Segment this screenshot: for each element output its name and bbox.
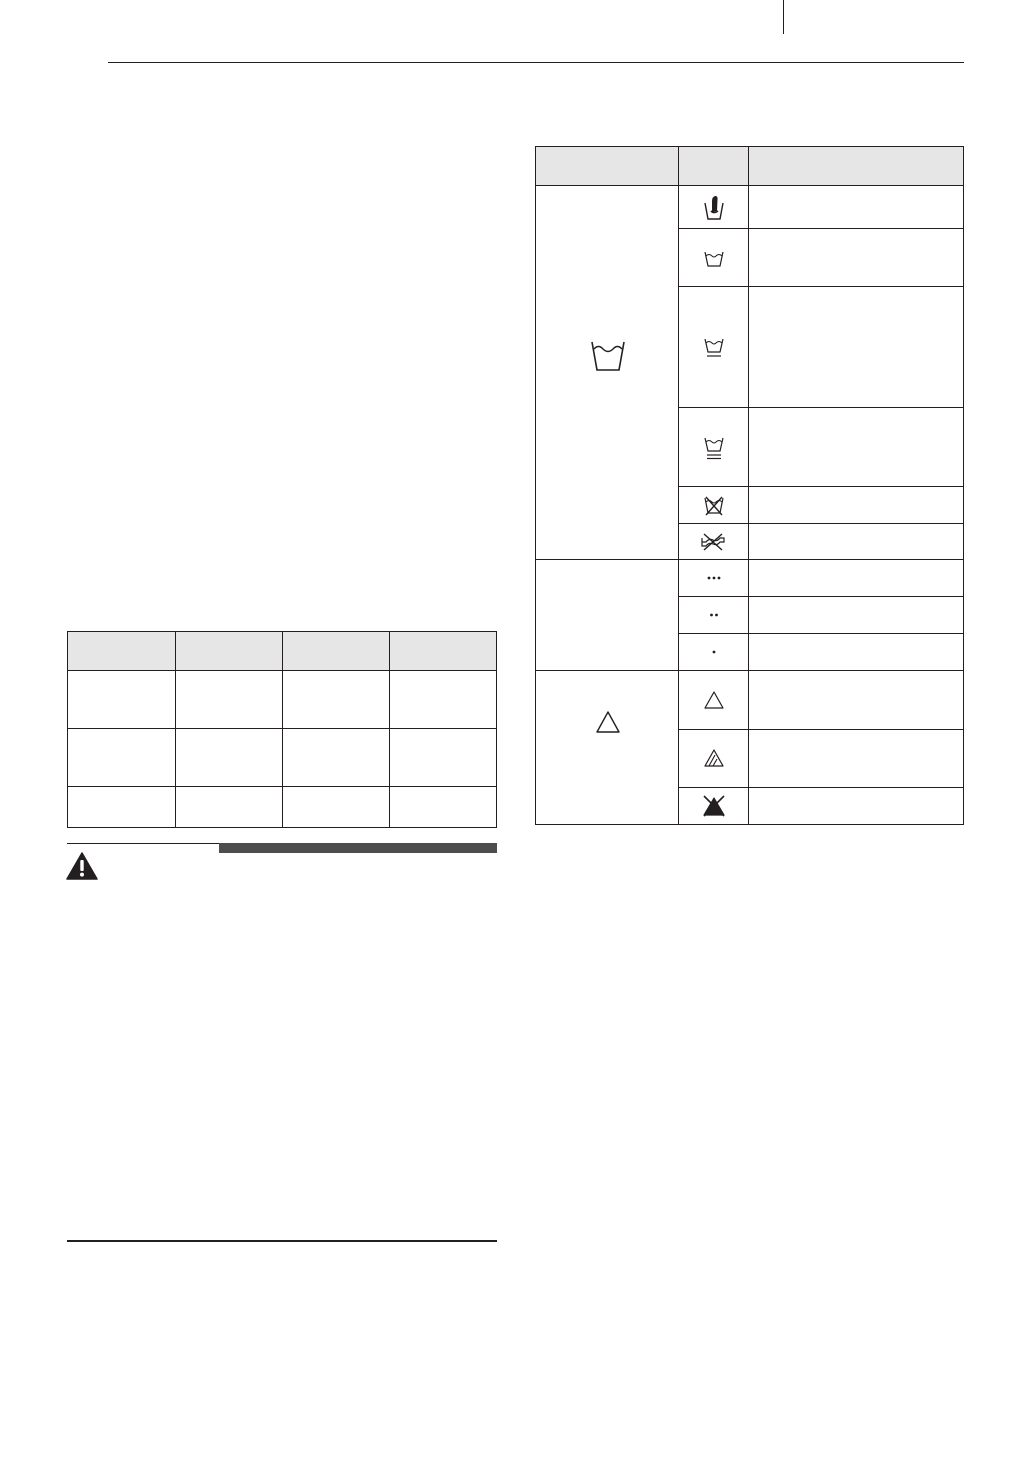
care-row-divider [679,787,963,788]
care-symbol-table [535,146,964,825]
care-group-divider [536,670,963,671]
three-dots-icon [706,575,722,581]
care-row-divider [679,407,963,408]
care-row-divider [679,729,963,730]
wash-tub-icon [590,338,626,372]
spec-col-divider [175,632,176,827]
bleach-non-chlorine-icon [704,748,724,768]
wash-tub-one-bar-icon [704,337,724,358]
two-dots-icon [708,612,720,618]
page-edge-rule [783,0,784,34]
spec-col-divider [389,632,390,827]
do-not-wring-icon [699,533,727,551]
warning-triangle-icon [66,852,98,880]
caution-bar [219,843,497,853]
care-row-divider [679,523,963,524]
care-group-divider [536,559,963,560]
bleach-triangle-icon [595,710,621,734]
one-dot-icon [710,649,718,655]
wash-tub-two-bars-icon [704,436,724,460]
spec-table [67,631,497,828]
bleach-any-icon [704,690,724,710]
care-row-divider [679,633,963,634]
header-rule [108,62,964,63]
section-end-rule [67,1240,497,1242]
hand-wash-icon [703,194,725,222]
care-row-divider [679,596,963,597]
do-not-wash-icon [704,496,724,516]
wash-tub-normal-icon [704,250,724,268]
care-table-header [536,147,963,186]
do-not-bleach-icon [702,795,726,817]
care-row-divider [679,486,963,487]
care-row-divider [679,228,963,229]
care-row-divider [679,286,963,287]
spec-col-divider [282,632,283,827]
